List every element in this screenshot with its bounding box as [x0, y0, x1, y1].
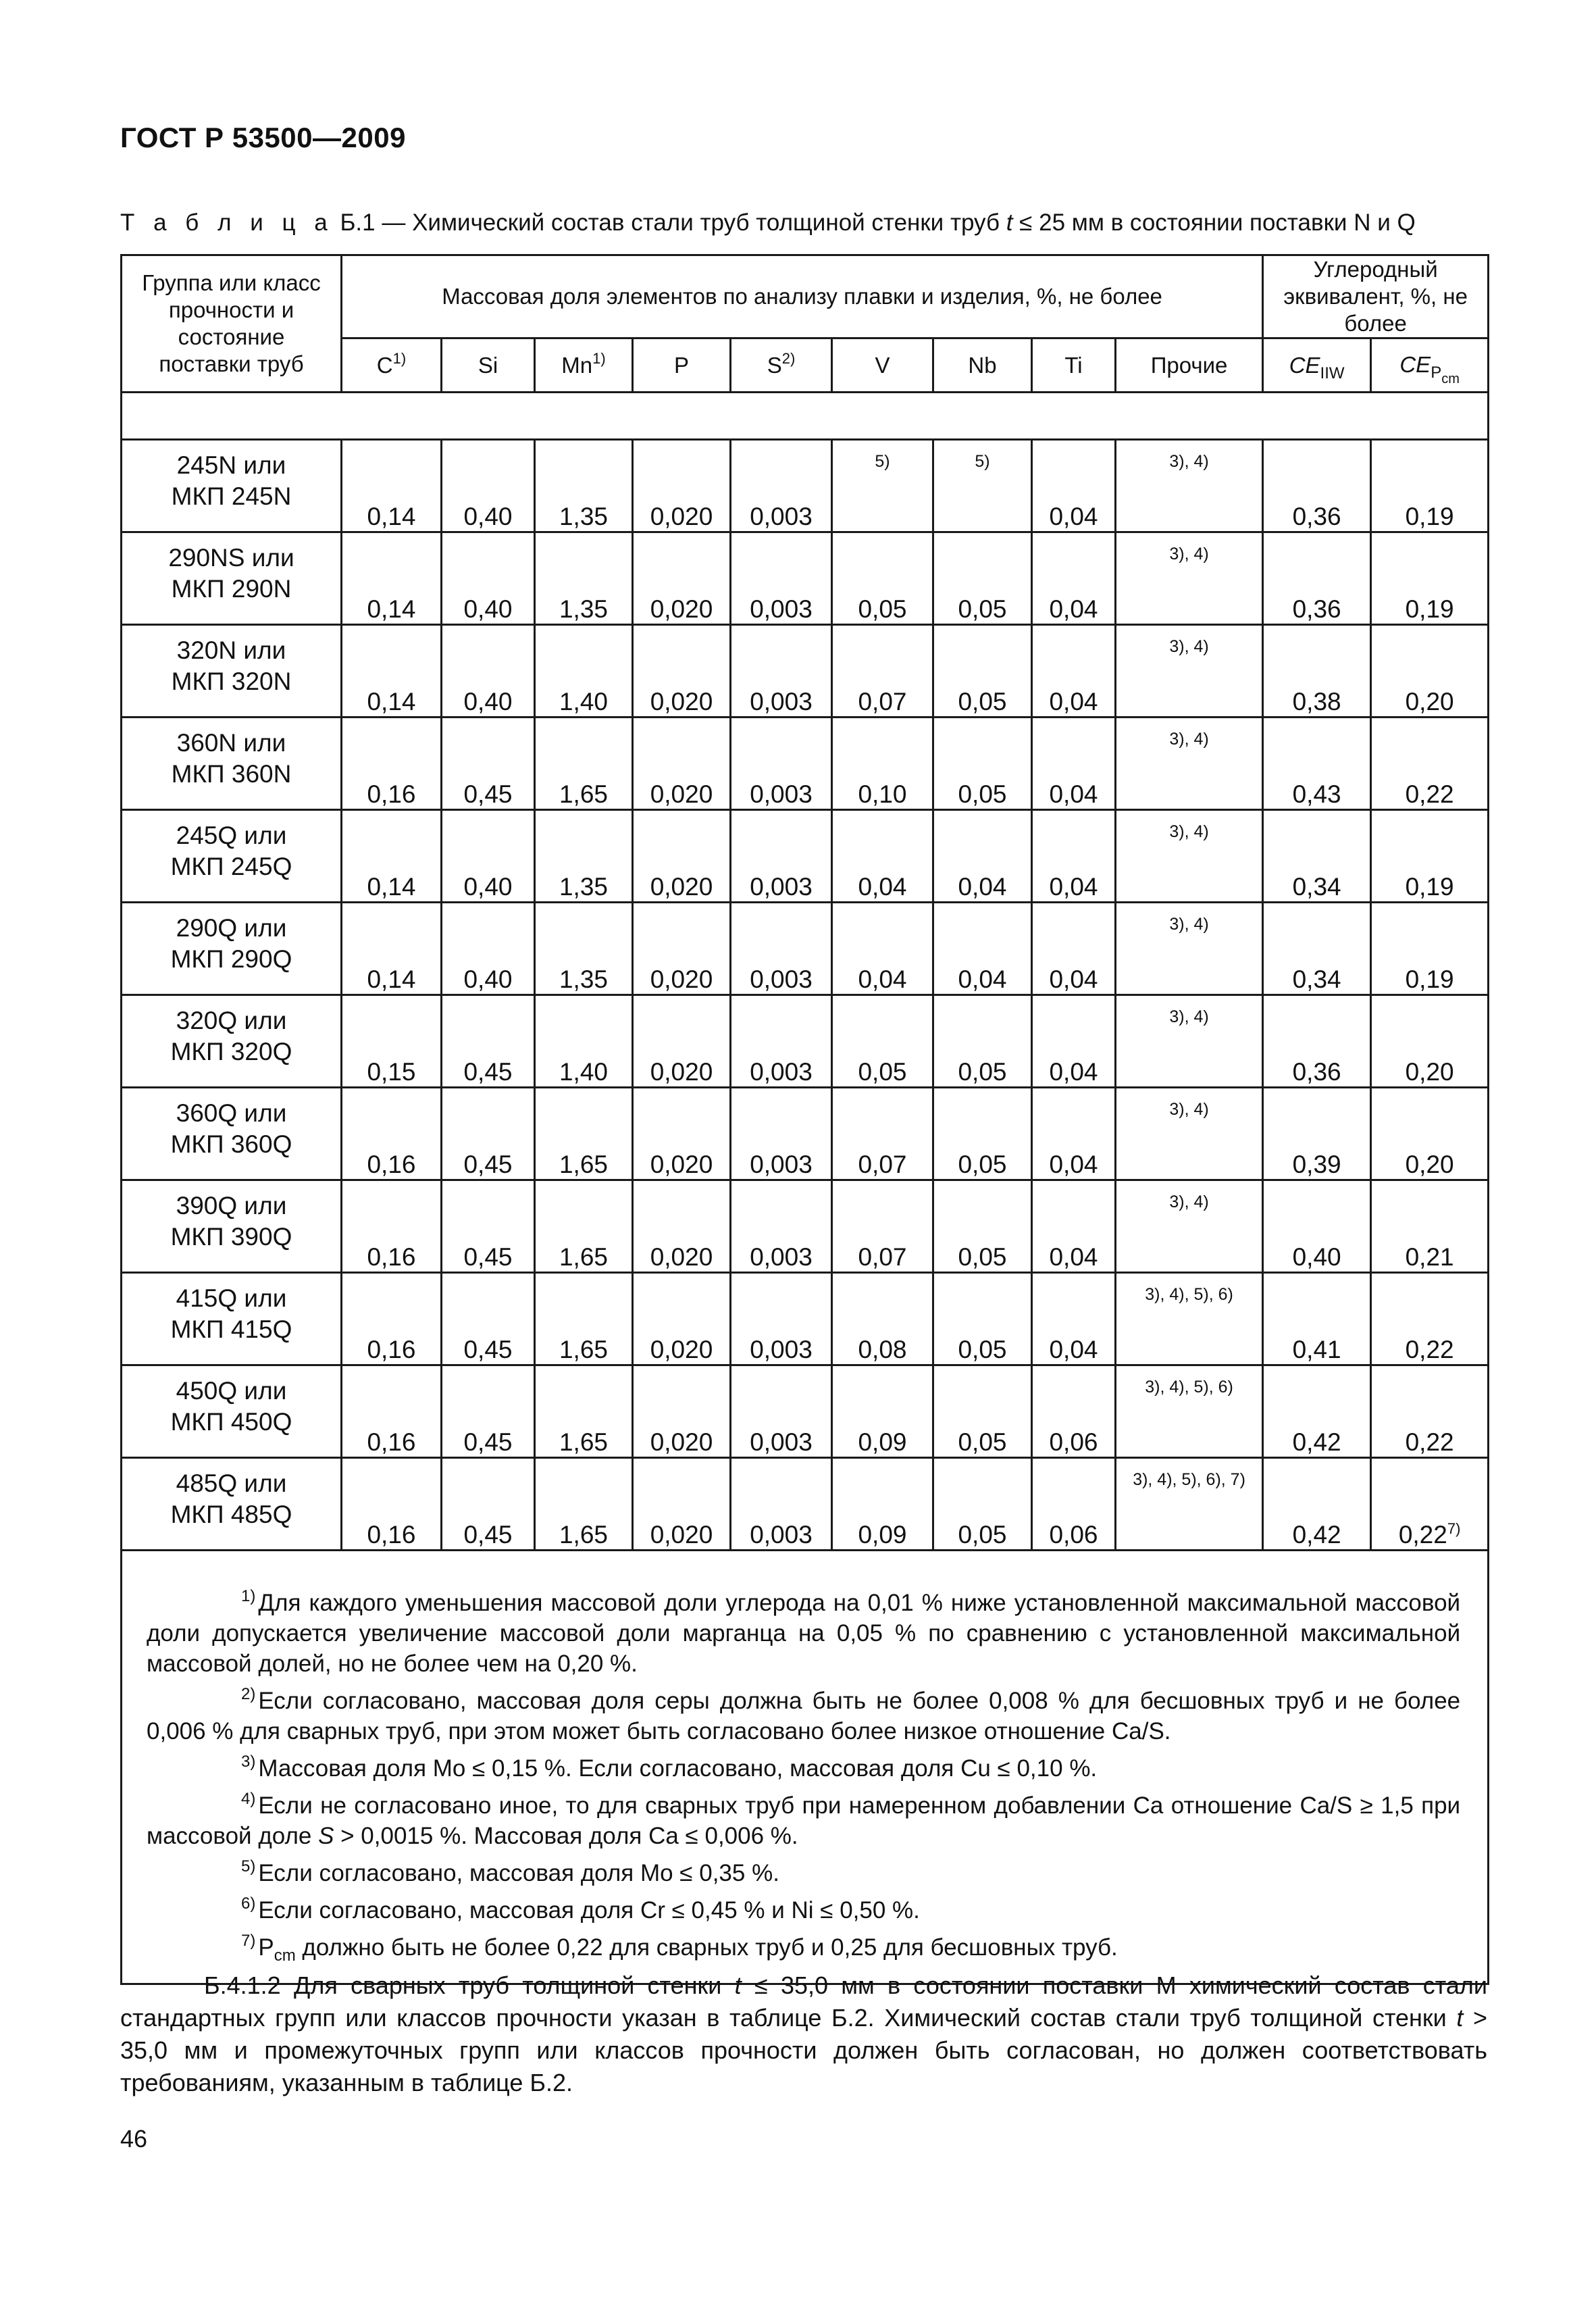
group-cell: 290Q или МКП 290Q — [122, 903, 342, 995]
table-row — [122, 718, 1489, 810]
ce-iiw-cell: 0,42 — [1263, 1365, 1371, 1458]
v-cell: 0,07 — [832, 1088, 933, 1180]
s-cell: 0,003 — [731, 1273, 832, 1365]
group-cell: 320Q или МКП 320Q — [122, 995, 342, 1088]
footnote-4: $^{4)}$ Если не согласовано иное, то для сварных труб при намеренном добавлении Ca отношение Ca/S ≥ 1,5 при массовой доле S > 0,0015 %. Массовая доля Ca ≤ 0,006 %. — [147, 1790, 1461, 1849]
v-cell: 0,07 — [832, 1180, 933, 1273]
c-cell: 0,14 — [342, 440, 442, 532]
group-cell: 450Q или МКП 450Q — [122, 1365, 342, 1458]
mn-cell: 1,65 — [535, 1458, 633, 1551]
group-cell: 415Q или МКП 415Q — [122, 1273, 342, 1365]
s-cell: 0,003 — [731, 995, 832, 1088]
c-cell: 0,16 — [342, 1180, 442, 1273]
col-nb: Nb — [933, 338, 1032, 393]
ce-iiw-cell: 0,36 — [1263, 995, 1371, 1088]
other-cell: 3), 4), 5), 6) — [1116, 1365, 1263, 1458]
ti-cell: 0,04 — [1032, 1088, 1116, 1180]
ti-cell: 0,04 — [1032, 1180, 1116, 1273]
mn-cell: 1,65 — [535, 1180, 633, 1273]
mn-cell: 1,35 — [535, 532, 633, 625]
v-cell: 0,08 — [832, 1273, 933, 1365]
nb-cell: 0,04 — [933, 903, 1032, 995]
si-cell: 0,45 — [442, 1273, 535, 1365]
ti-cell: 0,04 — [1032, 1273, 1116, 1365]
si-cell: 0,45 — [442, 1365, 535, 1458]
ce-pcm-cell: 0,21 — [1371, 1180, 1489, 1273]
footnote-7: $^{7)}$ $P_{cm}$ должно быть не более 0,22 для сварных труб и 0,25 для бесшовных труб. — [241, 1932, 1118, 1965]
group-cell: 360N или МКП 360N — [122, 718, 342, 810]
table-row — [122, 1365, 1489, 1458]
ti-cell: 0,04 — [1032, 810, 1116, 903]
mn-cell: 1,35 — [535, 440, 633, 532]
v-cell: 0,05 — [832, 532, 933, 625]
col-ce-iiw: $CE_{IIW}$ — [1263, 338, 1371, 393]
ce-pcm-cell: 0,20 — [1371, 995, 1489, 1088]
c-cell: 0,16 — [342, 1458, 442, 1551]
ce-pcm-cell: 0,22 — [1371, 1365, 1489, 1458]
other-cell: 3), 4) — [1116, 903, 1263, 995]
carbon-equivalent-header: Углеродный эквивалент, %, не более — [1263, 255, 1489, 338]
ce-iiw-cell: 0,41 — [1263, 1273, 1371, 1365]
p-cell: 0,020 — [633, 625, 731, 718]
footnote-3: $^{3)}$ Массовая доля Mo ≤ 0,15 %. Если согласовано, массовая доля Cu ≤ 0,10 %. — [241, 1753, 1098, 1782]
col-mn: Mn$^{1)}$ — [535, 338, 633, 393]
nb-cell: 0,05 — [933, 1273, 1032, 1365]
ce-iiw-cell: 0,40 — [1263, 1180, 1371, 1273]
p-cell: 0,020 — [633, 903, 731, 995]
group-header: Группа или класс прочности и состояние поставки труб — [122, 255, 342, 393]
table-row — [122, 1180, 1489, 1273]
table-row — [122, 810, 1489, 903]
si-cell: 0,40 — [442, 440, 535, 532]
table-caption — [120, 209, 1416, 236]
ce-pcm-cell: 0,22$^{7)}$ — [1371, 1458, 1489, 1551]
v-cell: 0,10 — [832, 718, 933, 810]
group-cell: 485Q или МКП 485Q — [122, 1458, 342, 1551]
group-cell: 245N или МКП 245N — [122, 440, 342, 532]
table-row — [122, 903, 1489, 995]
si-cell: 0,45 — [442, 1180, 535, 1273]
s-cell: 0,003 — [731, 718, 832, 810]
p-cell: 0,020 — [633, 440, 731, 532]
ce-iiw-cell: 0,36 — [1263, 532, 1371, 625]
ce-pcm-cell: 0,22 — [1371, 718, 1489, 810]
ce-iiw-cell: 0,43 — [1263, 718, 1371, 810]
nb-cell: 0,05 — [933, 1088, 1032, 1180]
other-cell: 3), 4) — [1116, 810, 1263, 903]
other-cell: 3), 4), 5), 6) — [1116, 1273, 1263, 1365]
col-v: V — [832, 338, 933, 393]
ce-pcm-cell: 0,19 — [1371, 440, 1489, 532]
group-cell: 290NS или МКП 290N — [122, 532, 342, 625]
ti-cell: 0,04 — [1032, 718, 1116, 810]
p-cell: 0,020 — [633, 995, 731, 1088]
other-cell: 3), 4) — [1116, 625, 1263, 718]
ce-iiw-cell: 0,38 — [1263, 625, 1371, 718]
s-cell: 0,003 — [731, 625, 832, 718]
col-ce-pcm: $CE_{P_{cm}}$ — [1371, 338, 1489, 393]
ce-pcm-cell: 0,20 — [1371, 1088, 1489, 1180]
group-cell: 320N или МКП 320N — [122, 625, 342, 718]
c-cell: 0,16 — [342, 1273, 442, 1365]
si-cell: 0,45 — [442, 1458, 535, 1551]
c-cell: 0,14 — [342, 625, 442, 718]
mn-cell: 1,40 — [535, 995, 633, 1088]
col-c: $C^{1)}$ — [342, 338, 442, 393]
v-cell: 0,05 — [832, 995, 933, 1088]
ce-pcm-cell: 0,19 — [1371, 532, 1489, 625]
si-cell: 0,40 — [442, 625, 535, 718]
s-cell: 0,003 — [731, 532, 832, 625]
col-si: Si — [442, 338, 535, 393]
p-cell: 0,020 — [633, 1273, 731, 1365]
other-cell: 3), 4) — [1116, 718, 1263, 810]
col-p: P — [633, 338, 731, 393]
footnotes — [122, 1551, 1489, 1984]
ti-cell: 0,04 — [1032, 440, 1116, 532]
p-cell: 0,020 — [633, 718, 731, 810]
mn-cell: 1,65 — [535, 1088, 633, 1180]
nb-cell: 5) — [933, 440, 1032, 532]
ti-cell: 0,06 — [1032, 1365, 1116, 1458]
ce-pcm-cell: 0,19 — [1371, 903, 1489, 995]
table-row — [122, 995, 1489, 1088]
c-cell: 0,16 — [342, 718, 442, 810]
mass-fraction-header: Массовая доля элементов по анализу плавки и изделия, %, не более — [342, 255, 1263, 338]
ce-pcm-cell: 0,22 — [1371, 1273, 1489, 1365]
other-cell: 3), 4) — [1116, 1180, 1263, 1273]
body-paragraph: Б.4.1.2 Для сварных труб толщиной стенки t ≤ 35,0 мм в состоянии поставки М химический состав стали стандартных групп или классов прочности указан в таблице Б.2. Химический состав стали труб толщиной стенки t > 35,0 мм и промежуточных групп или классов прочности должен быть согласован, но должен соответствовать требованиям, указанным в таблице Б.2. — [120, 1971, 1487, 2096]
other-cell: 3), 4) — [1116, 1088, 1263, 1180]
si-cell: 0,40 — [442, 903, 535, 995]
v-cell: 5) — [832, 440, 933, 532]
table-caption-text: Б.1 — Химический состав стали труб толщиной стенки труб t ≤ 25 мм в состоянии поставки N и Q — [333, 209, 1416, 236]
footnote-6: $^{6)}$ Если согласовано, массовая доля Cr ≤ 0,45 % и Ni ≤ 0,50 %. — [241, 1894, 920, 1923]
v-cell: 0,04 — [832, 903, 933, 995]
footnote-5: $^{5)}$ Если согласовано, массовая доля Mo ≤ 0,35 %. — [241, 1857, 779, 1886]
footnote-2: $^{2)}$ Если согласовано, массовая доля серы должна быть не более 0,008 % для бесшовных труб и не более 0,006 % для сварных труб, при этом может быть согласовано более низкое отношение Ca/S. — [147, 1685, 1461, 1744]
ti-cell: 0,04 — [1032, 903, 1116, 995]
si-cell: 0,45 — [442, 1088, 535, 1180]
p-cell: 0,020 — [633, 1365, 731, 1458]
c-cell: 0,15 — [342, 995, 442, 1088]
ce-iiw-cell: 0,39 — [1263, 1088, 1371, 1180]
c-cell: 0,16 — [342, 1088, 442, 1180]
ti-cell: 0,04 — [1032, 625, 1116, 718]
s-cell: 0,003 — [731, 1180, 832, 1273]
p-cell: 0,020 — [633, 532, 731, 625]
col-s: $S^{2)}$ — [731, 338, 832, 393]
c-cell: 0,14 — [342, 903, 442, 995]
s-cell: 0,003 — [731, 1088, 832, 1180]
mn-cell: 1,65 — [535, 718, 633, 810]
table-row — [122, 532, 1489, 625]
ce-pcm-cell: 0,20 — [1371, 625, 1489, 718]
mn-cell: 1,35 — [535, 903, 633, 995]
mn-cell: 1,35 — [535, 810, 633, 903]
other-cell: 3), 4) — [1116, 532, 1263, 625]
other-cell: 3), 4) — [1116, 440, 1263, 532]
nb-cell: 0,04 — [933, 810, 1032, 903]
ce-iiw-cell: 0,34 — [1263, 903, 1371, 995]
s-cell: 0,003 — [731, 1458, 832, 1551]
group-cell: 390Q или МКП 390Q — [122, 1180, 342, 1273]
other-cell: 3), 4), 5), 6), 7) — [1116, 1458, 1263, 1551]
nb-cell: 0,05 — [933, 1458, 1032, 1551]
s-cell: 0,003 — [731, 440, 832, 532]
ce-iiw-cell: 0,42 — [1263, 1458, 1371, 1551]
footnotes-row — [122, 1551, 1489, 1984]
mn-cell: 1,65 — [535, 1365, 633, 1458]
footnote-1: $^{1)}$ Для каждого уменьшения массовой доли углерода на 0,01 % ниже установленной максимальной массовой доли допускается увеличение массовой доли марганца на 0,05 % по сравнению с установленной максимальной массовой долей, но не более чем на 0,20 %. — [147, 1587, 1461, 1677]
table-spacer-row — [122, 393, 1489, 440]
ti-cell: 0,04 — [1032, 532, 1116, 625]
table-row — [122, 1458, 1489, 1551]
p-cell: 0,020 — [633, 1088, 731, 1180]
s-cell: 0,003 — [731, 1365, 832, 1458]
v-cell: 0,09 — [832, 1458, 933, 1551]
nb-cell: 0,05 — [933, 625, 1032, 718]
ti-cell: 0,04 — [1032, 995, 1116, 1088]
mn-cell: 1,65 — [535, 1273, 633, 1365]
table-row — [122, 440, 1489, 532]
col-other: Прочие — [1116, 338, 1263, 393]
nb-cell: 0,05 — [933, 718, 1032, 810]
page-number: 46 — [120, 2125, 148, 2153]
si-cell: 0,45 — [442, 718, 535, 810]
nb-cell: 0,05 — [933, 1180, 1032, 1273]
table-row — [122, 625, 1489, 718]
c-cell: 0,14 — [342, 532, 442, 625]
ce-pcm-cell: 0,19 — [1371, 810, 1489, 903]
p-cell: 0,020 — [633, 1180, 731, 1273]
nb-cell: 0,05 — [933, 1365, 1032, 1458]
c-cell: 0,16 — [342, 1365, 442, 1458]
p-cell: 0,020 — [633, 810, 731, 903]
v-cell: 0,04 — [832, 810, 933, 903]
ce-iiw-cell: 0,34 — [1263, 810, 1371, 903]
si-cell: 0,40 — [442, 532, 535, 625]
v-cell: 0,09 — [832, 1365, 933, 1458]
table-caption-prefix: Т а б л и ц а — [120, 209, 334, 236]
nb-cell: 0,05 — [933, 532, 1032, 625]
standard-title: ГОСТ Р 53500—2009 — [120, 122, 406, 153]
group-cell: 245Q или МКП 245Q — [122, 810, 342, 903]
other-cell: 3), 4) — [1116, 995, 1263, 1088]
si-cell: 0,40 — [442, 810, 535, 903]
mn-cell: 1,40 — [535, 625, 633, 718]
table-row — [122, 1273, 1489, 1365]
v-cell: 0,07 — [832, 625, 933, 718]
c-cell: 0,14 — [342, 810, 442, 903]
nb-cell: 0,05 — [933, 995, 1032, 1088]
p-cell: 0,020 — [633, 1458, 731, 1551]
table-row — [122, 1088, 1489, 1180]
si-cell: 0,45 — [442, 995, 535, 1088]
s-cell: 0,003 — [731, 810, 832, 903]
group-cell: 360Q или МКП 360Q — [122, 1088, 342, 1180]
chemical-composition-table — [120, 254, 1489, 1985]
s-cell: 0,003 — [731, 903, 832, 995]
ce-iiw-cell: 0,36 — [1263, 440, 1371, 532]
ti-cell: 0,06 — [1032, 1458, 1116, 1551]
col-ti: Ti — [1032, 338, 1116, 393]
